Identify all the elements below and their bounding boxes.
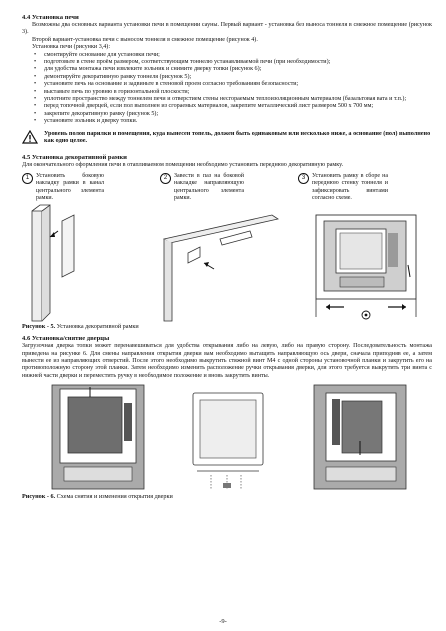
- step-text: Завести в паз на боковой накладке направляющую центрального элемента рамки.: [174, 173, 244, 201]
- section-title-4-6: 4.6 Установка/снятие дверцы: [22, 335, 110, 343]
- figure-5-caption: [22, 323, 432, 331]
- step-number: 1: [22, 173, 33, 184]
- list-item: • демонтируйте декоративную рамку тоннеля (рисунок 5);: [44, 74, 432, 81]
- step-number: 2: [160, 173, 171, 184]
- list-item: • установите печь на основание и задвиньте в стеновой проем согласно требованиям безопасности;: [44, 81, 432, 88]
- mounted-frame-illustration: [314, 213, 418, 323]
- door-parts-illustration: [187, 387, 273, 493]
- caption-text: Установка декоративной рамки: [55, 323, 139, 331]
- list-item: • подготовьте в стене проём размером, соответствующим тоннелю устанавливаемой печи (при необходимости);: [44, 59, 432, 66]
- step-2: [160, 173, 295, 323]
- figure-6: [22, 383, 432, 493]
- list-item: • выставьте печь по уровню в горизонтальной плоскости;: [44, 89, 432, 96]
- caption-text: Схема снятия и изменения открытия дверки: [55, 493, 173, 501]
- side-panel-illustration: [22, 201, 157, 323]
- stove-door-closed-illustration: [50, 383, 146, 491]
- list-item: • смонтируйте основание для установки печи;: [44, 52, 432, 59]
- install-steps-list: [22, 52, 432, 126]
- paragraph-intro-2: Второй вариант-установка печи с выносом тоннеля в смежное помещение (рисунок 4).: [32, 36, 258, 43]
- step-3: [298, 173, 432, 323]
- warning-block: [22, 130, 432, 149]
- caption-label: Рисунок - 5.: [22, 323, 56, 331]
- page-number: -9-: [219, 618, 227, 625]
- list-item: • перед топочной дверцей, если пол выполнен из сгораемых материалов, закрепите металлический лист размером 500 х 700 мм;: [44, 103, 432, 110]
- warning-icon: [22, 130, 44, 149]
- step-text: Установить рамку в сборе на переднюю стенку тоннеля и зафиксировать винтами согласно схеме.: [312, 173, 388, 201]
- stove-door-open-illustration: [312, 383, 412, 491]
- list-item: • закрепите декоративную рамку (рисунок 5);: [44, 111, 432, 118]
- frame-assembly-illustration: [160, 209, 295, 323]
- paragraph-intro-1: Возможны два основных варианта установки печи в помещении сауны. Первый вариант - установка без выноса тоннеля в смежное помещение (рисунок 3).: [22, 22, 432, 36]
- figure-6-caption: [22, 493, 432, 501]
- caption-label: Рисунок - 6.: [22, 493, 56, 501]
- step-number: 3: [298, 173, 309, 184]
- page-content: [22, 14, 432, 501]
- list-item: • уплотните пространство между тоннелем печи и отверстием стены несгораемым теплоизоляционным материалом (базальтовая вата и т.п.);: [44, 96, 432, 103]
- paragraph-door: Загрузочная дверка топки может перенавешиваться для удобства открывания либо на левую, либо на правую сторону. Последовательность монтажа приведена на рисунке 6. Для смены направления открытия дверки вам необходимо вытащить направляющую ось двери, сначала приподняв ее, а затем вынести ее из направляющих отверстий. После этого необходимо выкрутить стяжной винт M4 с одной стороны установочной планки и закрутить его на противоположную сторону этой планки. Затем необходимо изменить расположение ручки открывания дверки, для этого требуется выкрутить три винта с нижней части дверки и переместить ручку в необходимое положение и вновь закрутить винты.: [22, 343, 432, 379]
- section-title-4-5: 4.5 Установка декоративной рамки: [22, 153, 127, 161]
- section-title-4-4: 4.4 Установка печи: [22, 14, 79, 21]
- warning-text: Уровень полов парилки и помещения, куда вынесен топель, должен быть одинаковым или несколько ниже, а основание (пол) выполнено как одно целое.: [44, 129, 431, 145]
- paragraph-frame-intro: Для окончательного оформления печи в отапливаемом помещении необходимо установить переднюю декоративную рамку.: [22, 161, 344, 168]
- list-item: • для удобства монтажа печи извлеките зольник и снимите дверку топки (рисунок 6);: [44, 66, 432, 73]
- step-1: [22, 173, 157, 323]
- paragraph-intro-3: Установка печи (рисунки 3,4):: [32, 44, 111, 51]
- figure-5: [22, 173, 432, 323]
- step-text: Установить боковую накладку рамки в канал центрального элемента рамки.: [36, 173, 104, 201]
- list-item: • установите зольник и дверку топки.: [44, 118, 432, 125]
